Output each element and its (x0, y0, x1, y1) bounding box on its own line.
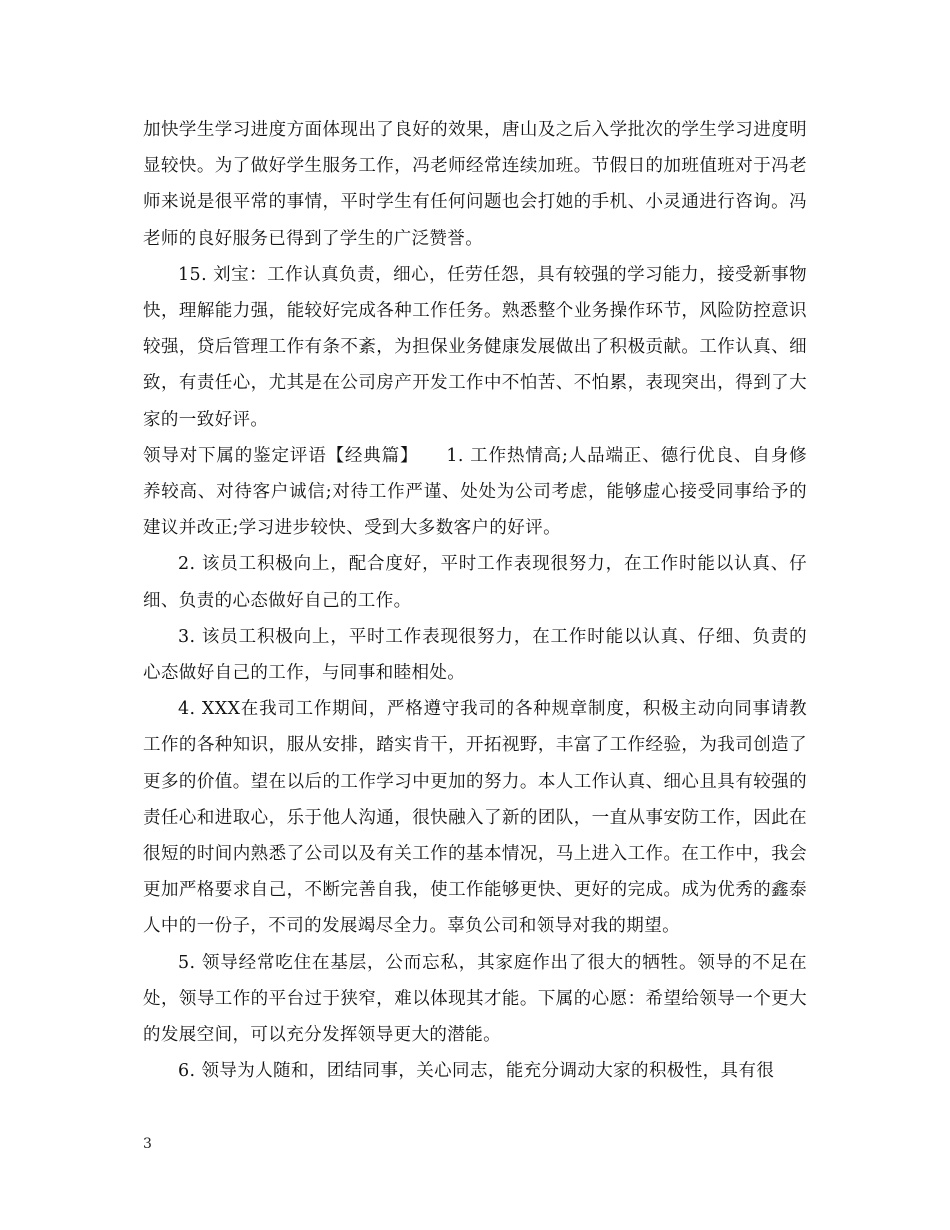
paragraph: 15. 刘宝：工作认真负责，细心，任劳任怨，具有较强的学习能力，接受新事物快，理解能力强，能较好完成各种工作任务。熟悉整个业务操作环节，风险防控意识较强，贷后管理工作有条不紊，为担保业务健康发展做出了积极贡献。工作认真、细致，有责任心，尤其是在公司房产开发工作中不怕苦、不怕累，表现突出，得到了大家的一致好评。 (143, 264, 807, 430)
document-body (143, 112, 807, 1089)
paragraph: 5. 领导经常吃住在基层，公而忘私，其家庭作出了很大的牺牲。领导的不足在处，领导工作的平台过于狭窄，难以体现其才能。下属的心愿：希望给领导一个更大的发展空间，可以充分发挥领导更大的潜能。 (143, 952, 807, 1046)
paragraph: 加快学生学习进度方面体现出了良好的效果，唐山及之后入学批次的学生学习进度明显较快。为了做好学生服务工作，冯老师经常连续加班。节假日的加班值班对于冯老师来说是很平常的事情，平时学生有任何问题也会打她的手机、小灵通进行咨询。冯老师的良好服务已得到了学生的广泛赞誉。 (143, 120, 807, 249)
paragraph: 3. 该员工积极向上，平时工作表现很努力，在工作时能以认真、仔细、负责的心态做好自己的工作，与同事和睦相处。 (143, 626, 807, 684)
paragraph: 4. XXX在我司工作期间，严格遵守我司的各种规章制度，积极主动向同事请教工作的各种知识，服从安排，踏实肯干，开拓视野，丰富了工作经验，为我司创造了更多的价值。望在以后的工作学习中更加的努力。本人工作认真、细心且具有较强的责任心和进取心，乐于他人沟通，很快融入了新的团队，一直从事安防工作，因此在很短的时间内熟悉了公司以及有关工作的基本情况，马上进入工作。在工作中，我会更加严格要求自己，不断完善自我，使工作能够更快、更好的完成。成为优秀的鑫泰人中的一份子，不司的发展竭尽全力。辜负公司和领导对我的期望。 (143, 699, 807, 937)
page-number: 3 (143, 1136, 152, 1152)
paragraph: 6. 领导为人随和，团结同事，关心同志，能充分调动大家的积极性，具有很 (178, 1061, 775, 1082)
paragraph: 2. 该员工积极向上，配合度好，平时工作表现很努力，在工作时能以认真、仔细、负责的心态做好自己的工作。 (143, 554, 807, 611)
paragraph: 领导对下属的鉴定评语【经典篇】 1. 工作热情高;人品端正、德行优良、自身修养较高、对待客户诚信;对待工作严谨、处处为公司考虑，能够虚心接受同事给予的建议并改正;学习进步较快、受到大多数客户的好评。 (143, 445, 807, 539)
